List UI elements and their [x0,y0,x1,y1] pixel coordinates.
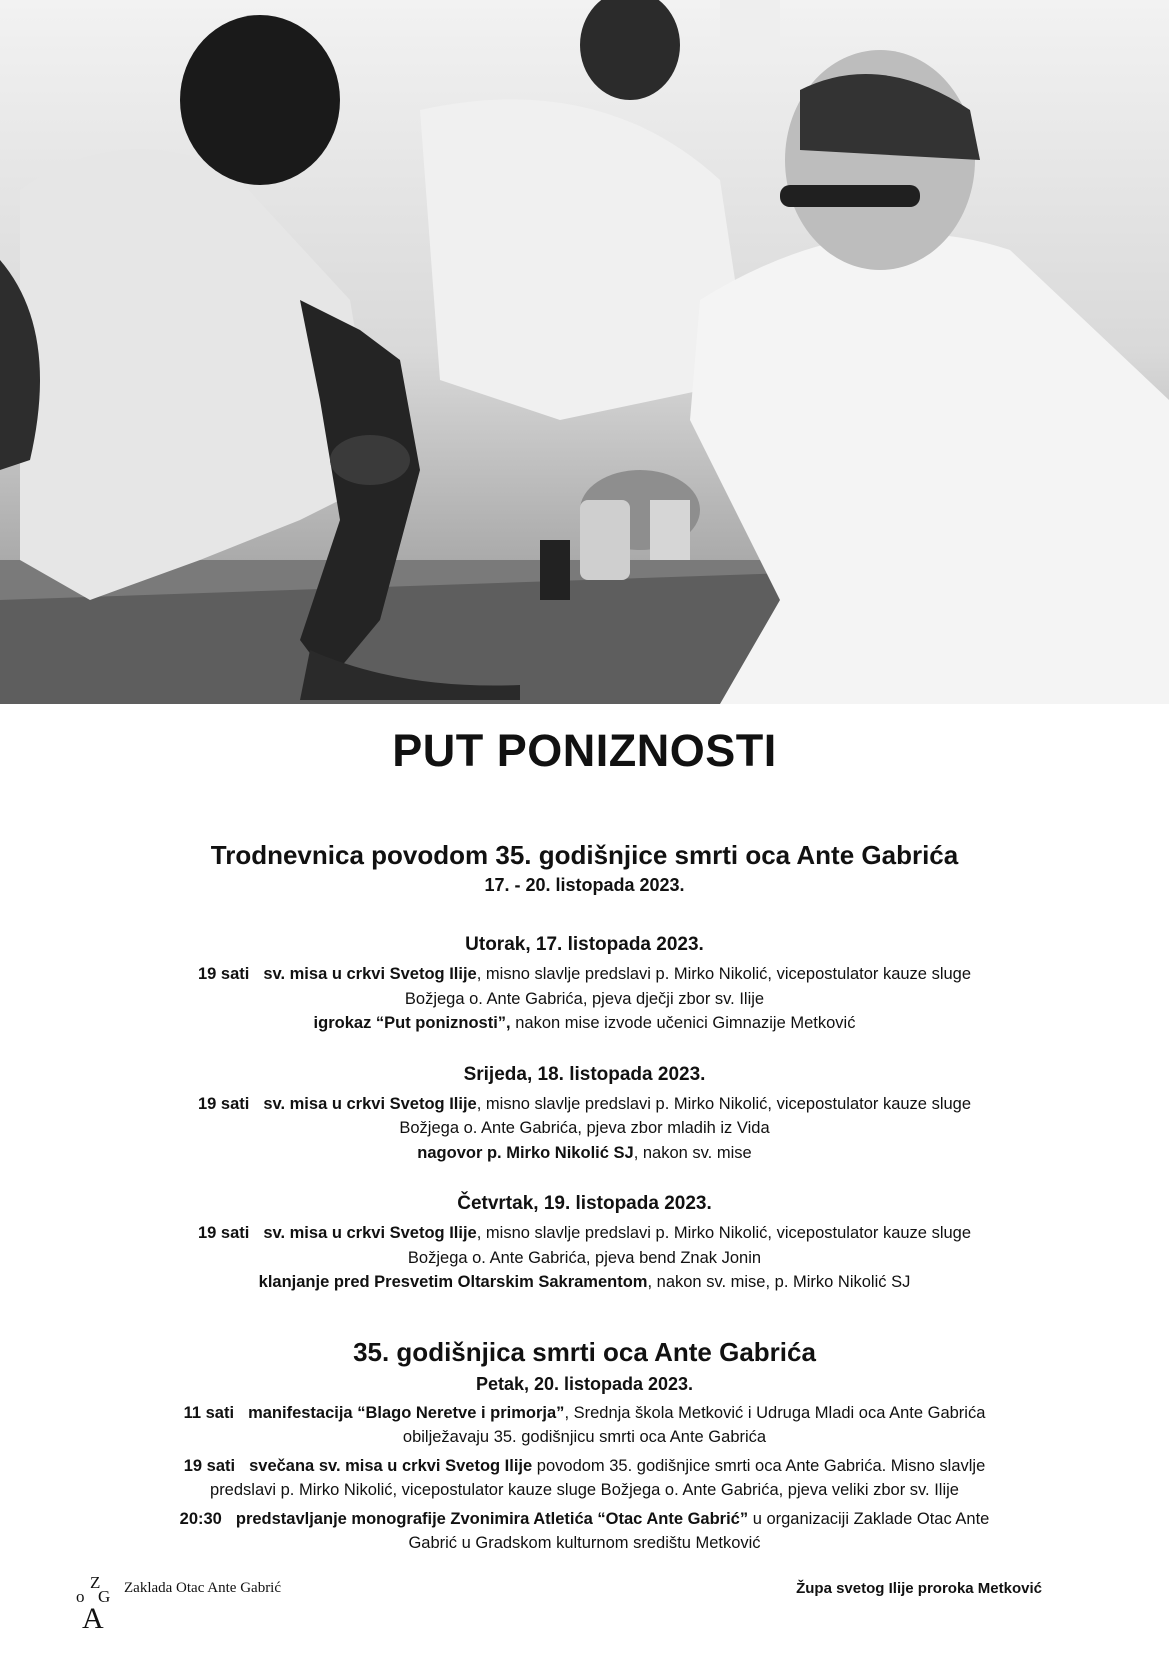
event-details-line: Božjega o. Ante Gabrića, pjeva bend Znak Jonin [407,1248,762,1267]
event-details-line: predslavi p. Mirko Nikolić, vicepostulator kauze sluge Božjega o. Ante Gabrića, pjeva veliki zbor sv. Ilije [210,1481,959,1499]
logo-letter-o: o [76,1587,85,1606]
hero-photo [0,0,1169,704]
event-title: svečana sv. misa u crkvi Svetog Ilije [249,1456,533,1475]
day-date: Četvrtak, 19. listopada 2023. [457,1193,712,1214]
event-details: povodom 35. godišnjice smrti oca Ante Gabrića. Misno slavlje [532,1456,986,1475]
event-details: , misno slavlje predslavi p. Mirko Nikolić, vicepostulator kauze sluge [476,965,972,983]
logo-letter-z: Z [90,1573,101,1592]
event-details: u organizaciji Zaklade Otac Ante [748,1509,990,1528]
day-block [130,1062,1039,1166]
event-details-line: Božjega o. Ante Gabrića, pjeva dječji zbor sv. Ilije [404,989,765,1008]
anniversary-heading: 35. godišnjica smrti oca Ante Gabrića [353,1336,816,1367]
event-details: , Srednja škola Metković i Udruga Mladi oca Ante Gabrića [564,1403,986,1422]
day-date: Srijeda, 18. listopada 2023. [463,1063,706,1085]
event-time: 11 sati [183,1403,235,1422]
extra-event-details: , nakon sv. mise [633,1143,752,1162]
event-details: , misno slavlje predslavi p. Mirko Nikolić, vicepostulator kauze sluge [476,1094,972,1113]
event-time: 19 sati [197,1094,250,1113]
event-title: sv. misa u crkvi Svetog Ilije [263,965,477,983]
anniversary-section [130,1335,1039,1556]
event-details-line: Božjega o. Ante Gabrića, pjeva zbor mladih iz Vida [399,1119,770,1137]
foundation-footer [76,1574,376,1638]
event-details-line: obilježavaju 35. godišnjicu smrti oca Ante Gabrića [402,1428,767,1446]
anniversary-event [130,1507,1039,1556]
program-content [130,838,1039,1556]
event-title: predstavljanje monografije Zvonimira Atletića “Otac Ante Gabrić” [235,1509,749,1528]
triduum-heading: Trodnevnica povodom 35. godišnjice smrti oca Ante Gabrića [210,840,959,870]
extra-event-title: igrokaz “Put poniznosti”, [313,1014,511,1032]
day-event [130,1221,1039,1295]
day-date: Utorak, 17. listopada 2023. [465,934,704,955]
extra-event-title: nagovor p. Mirko Nikolić SJ [417,1143,634,1162]
day-event [130,962,1039,1036]
event-title: manifestacija “Blago Neretve i primorja” [248,1403,565,1422]
anniversary-event [130,1401,1039,1450]
triduum-dates: 17. - 20. listopada 2023. [484,875,685,895]
foundation-logo-icon [76,1574,120,1636]
page-title: PUT PONIZNOSTI [392,725,777,776]
extra-event-details: nakon mise izvode učenici Gimnazije Metković [510,1014,856,1032]
photo-icon [0,0,1169,704]
logo-letter-a: A [82,1602,104,1635]
logo-letter-g: G [98,1587,111,1606]
event-time: 19 sati [197,965,250,983]
event-time: 20:30 [179,1509,222,1528]
day-block [130,932,1039,1036]
event-details: , misno slavlje predslavi p. Mirko Nikolić, vicepostulator kauze sluge [476,1224,972,1242]
event-title: sv. misa u crkvi Svetog Ilije [263,1224,477,1242]
extra-event-title: klanjanje pred Presvetim Oltarskim Sakramentom [258,1273,648,1291]
event-details-line: Gabrić u Gradskom kulturnom središtu Metković [408,1534,761,1552]
foundation-name: Zaklada Otac Ante Gabrić [124,1580,282,1596]
day-block [130,1191,1039,1295]
day-event [130,1092,1039,1166]
event-time: 19 sati [183,1456,236,1475]
extra-event-details: , nakon sv. mise, p. Mirko Nikolić SJ [647,1273,911,1291]
event-time: 19 sati [197,1224,250,1242]
anniversary-date: Petak, 20. listopada 2023. [475,1373,694,1394]
anniversary-event [130,1454,1039,1503]
parish-name: Župa svetog Ilije proroka Metković [796,1580,1042,1597]
event-title: sv. misa u crkvi Svetog Ilije [263,1094,477,1113]
